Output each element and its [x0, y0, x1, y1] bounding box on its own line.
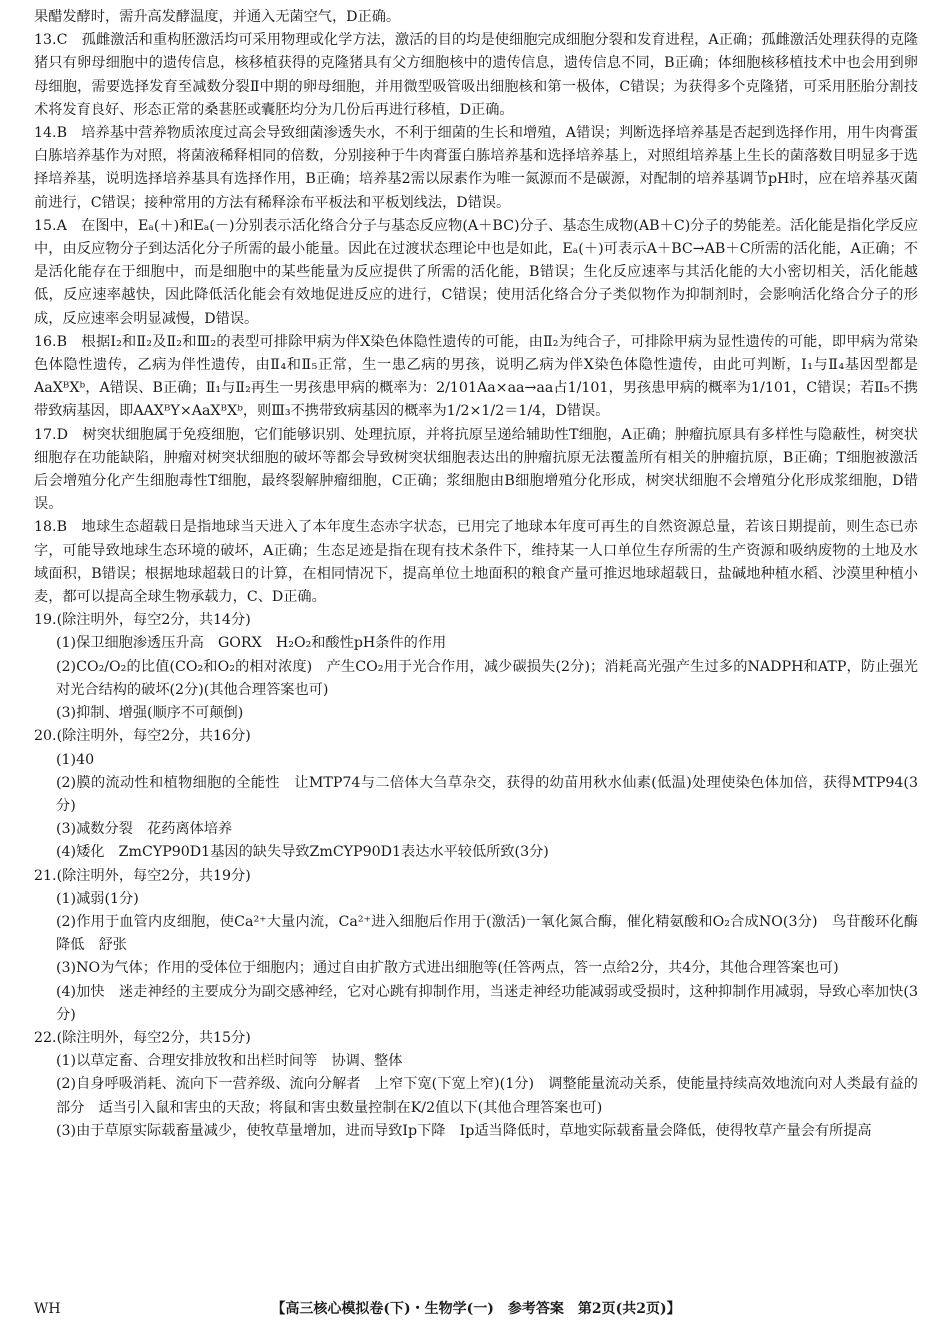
- answer-subitem: (4)矮化 ZmCYP90D1基因的缺失导致ZmCYP90D1表达水平较低所致(3分): [56, 844, 549, 861]
- answer-subitem: (3)由于草原实际载畜量减少，使牧草量增加，进而导致Ip下降 Ip适当降低时，草地实际载畜量会降低，使得牧草产量会有所提高: [56, 1122, 872, 1139]
- answer-subitem: (1)保卫细胞渗透压升高 GORX H₂O₂和酸性pH条件的作用: [56, 635, 447, 652]
- answer-content: [34, 6, 933, 1143]
- answer-subitem: (2)膜的流动性和植物细胞的全能性 让MTP74与二倍体大刍草杂交，获得的幼苗用秋水仙素(低温)处理使染色体加倍，获得MTP94(3分): [56, 774, 918, 814]
- answer-paragraph: 17.D 树突状细胞属于免疫细胞，它们能够识别、处理抗原，并将抗原呈递给辅助性T细胞，A正确；肿瘤抗原具有多样性与隐蔽性，树突状细胞存在功能缺陷，肿瘤对树突状细胞的破坏等都会导致树突状细胞表达出的肿瘤抗原无法覆盖所有相关的肿瘤抗原，B正确；T细胞被激活后会增殖分化产生细胞毒性T细胞，最终裂解肿瘤细胞，C正确；浆细胞由B细胞增殖分化形成，树突状细胞不会增殖分化形成浆细胞，D错误。: [34, 426, 918, 513]
- answer-subitem: (2)作用于血管内皮细胞，使Ca²⁺大量内流，Ca²⁺进入细胞后作用于(激活)一氧化氮合酶，催化精氨酸和O₂合成NO(3分) 鸟苷酸环化酶 降低 舒张: [56, 913, 933, 954]
- answer-paragraph: 15.A 在图中，Eₐ(＋)和Eₐ(－)分别表示活化络合分子与基态反应物(A＋BC)分子、基态生成物(AB＋C)分子的势能差。活化能是指化学反应中，由反应物分子到达活化分子所需的最小能量。因此在过渡状态理论中也是如此，Eₐ(＋)可表示A＋BC→AB＋C所需的活化能，A正确；不是活化能存在于细胞中，而是细胞中的某些能量为反应提供了所需的活化能，B错误；生化反应速率与其活化能的大小密切相关，活化能越低，反应速率越快，因此降低活化能会有效地促进反应的进行，C错误；使用活化络合分子类似物作为抑制剂时，会影响活化络合分子的形成，反应速率会明显减慢，D错误。: [34, 217, 918, 327]
- answer-paragraph: 16.B 根据Ⅰ₂和Ⅱ₂及Ⅱ₂和Ⅲ₂的表型可排除甲病为伴X染色体隐性遗传的可能，由Ⅱ₂为纯合子，可排除甲病为显性遗传的可能，即甲病为常染色体隐性遗传，乙病为伴性遗传，由Ⅱ₄和Ⅱ₅正常，生一患乙病的男孩，说明乙病为伴X染色体隐性遗传，由此可判断，Ⅰ₁与Ⅱ₄基因型都是AaXᴮXᵇ，A错误、B正确；Ⅱ₁与Ⅱ₂再生一男孩患甲病的概率为：2/101Aa×aa→aa占1/101，男孩患甲病的概率为1/101，C错误；若Ⅱ₅不携带致病基因，即AAXᴮY×AaXᴮXᵇ，则Ⅲ₃不携带致病基因的概率为1/2×1/2＝1/4，D错误。: [34, 333, 918, 420]
- answer-paragraph: 18.B 地球生态超载日是指地球当天进入了本年度生态赤字状态，已用完了地球本年度可再生的自然资源总量，若该日期提前，则生态已赤字，可能导致地球生态环境的破坏，A正确；生态足迹是指在现有技术条件下，维持某一人口单位生存所需的生产资源和吸纳废物的土地及水域面积，B错误；根据地球超载日的计算，在相同情况下，提高单位土地面积的粮食产量可推迟地球超载日，盐碱地种植水稻、沙漠里种植小麦，都可以提高全球生物承载力，C、D正确。: [34, 519, 918, 606]
- answer-paragraph: 19.(除注明外，每空2分，共14分): [34, 612, 251, 629]
- answer-paragraph: 果醋发酵时，需升高发酵温度，并通入无菌空气，D正确。: [34, 9, 401, 25]
- answer-subitem: (3)NO为气体；作用的受体位于细胞内；通过自由扩散方式进出细胞等(任答两点，答一点给2分，共4分，其他合理答案也可): [56, 960, 839, 977]
- answer-subitem: (2)自身呼吸消耗、流向下一营养级、流向分解者 上窄下宽(下宽上窄)(1分) 调整能量流动关系，使能量持续高效地流向对人类最有益的部分 适当引入鼠和害虫的天敌；将鼠和害虫数量控制在K/2值以下(其他合理答案也可): [56, 1076, 918, 1116]
- answer-subitem: (2)CO₂/O₂的比值(CO₂和O₂的相对浓度) 产生CO₂用于光合作用，减少碳损失(2分)；消耗高光强产生过多的NADPH和ATP，防止强光对光合结构的破坏(2分)(其他合理答案也可): [56, 658, 918, 698]
- answer-paragraph: 20.(除注明外，每空2分，共16分): [34, 728, 251, 745]
- footer-title: 【高三核心模拟卷(下)・生物学(一) 参考答案 第2页(共2页)】: [271, 1301, 681, 1317]
- answer-paragraph: 13.C 孤雌激活和重构胚激活均可采用物理或化学方法，激活的目的均是使细胞完成细胞分裂和发育进程，A正确；孤雌激活处理获得的克隆猪只有卵母细胞中的遗传信息，核移植获得的克隆猪具有父方细胞核中的遗传信息，遗传信息不同，B正确；体细胞核移植技术中也会用到卵母细胞，需要选择发育至减数分裂Ⅱ中期的卵母细胞，并用微型吸管吸出细胞核和第一极体，C错误；为获得多个克隆猪，可采用胚胎分割技术将发育良好、形态正常的桑葚胚或囊胚均分为几份后再进行移植，D正确。: [34, 32, 918, 118]
- answer-paragraph: 22.(除注明外，每空2分，共15分): [34, 1029, 251, 1046]
- answer-subitem: (1)以草定畜、合理安排放牧和出栏时间等 协调、整体: [56, 1053, 403, 1070]
- answer-subitem: (4)加快 迷走神经的主要成分为副交感神经，它对心跳有抑制作用，当迷走神经功能减弱或受损时，这种抑制作用减弱，导致心率加快(3分): [56, 983, 918, 1023]
- answer-subitem: (1)减弱(1分): [56, 890, 139, 907]
- answer-paragraph: 21.(除注明外，每空2分，共19分): [34, 867, 251, 884]
- answer-subitem: (3)抑制、增强(顺序不可颠倒): [56, 705, 244, 722]
- answer-paragraph: 14.B 培养基中营养物质浓度过高会导致细菌渗透失水，不利于细菌的生长和增殖，A错误；判断选择培养基是否起到选择作用，用牛肉膏蛋白胨培养基作为对照，将菌液稀释相同的倍数，分别接种于牛肉膏蛋白胨培养基和选择培养基上，对照组培养基上生长的菌落数目明显多于选择培养基，说明选择培养基具有选择作用，B正确；培养基2需以尿素作为唯一氮源而不是碳源，对配制的培养基调节pH时，应在培养基灭菌前进行，C错误；接种常用的方法有稀释涂布平板法和平板划线法，D错误。: [34, 125, 918, 211]
- footer-code: WH: [34, 1301, 61, 1317]
- answer-subitem: (3)减数分裂 花药离体培养: [56, 821, 233, 838]
- answer-subitem: (1)40: [56, 751, 95, 768]
